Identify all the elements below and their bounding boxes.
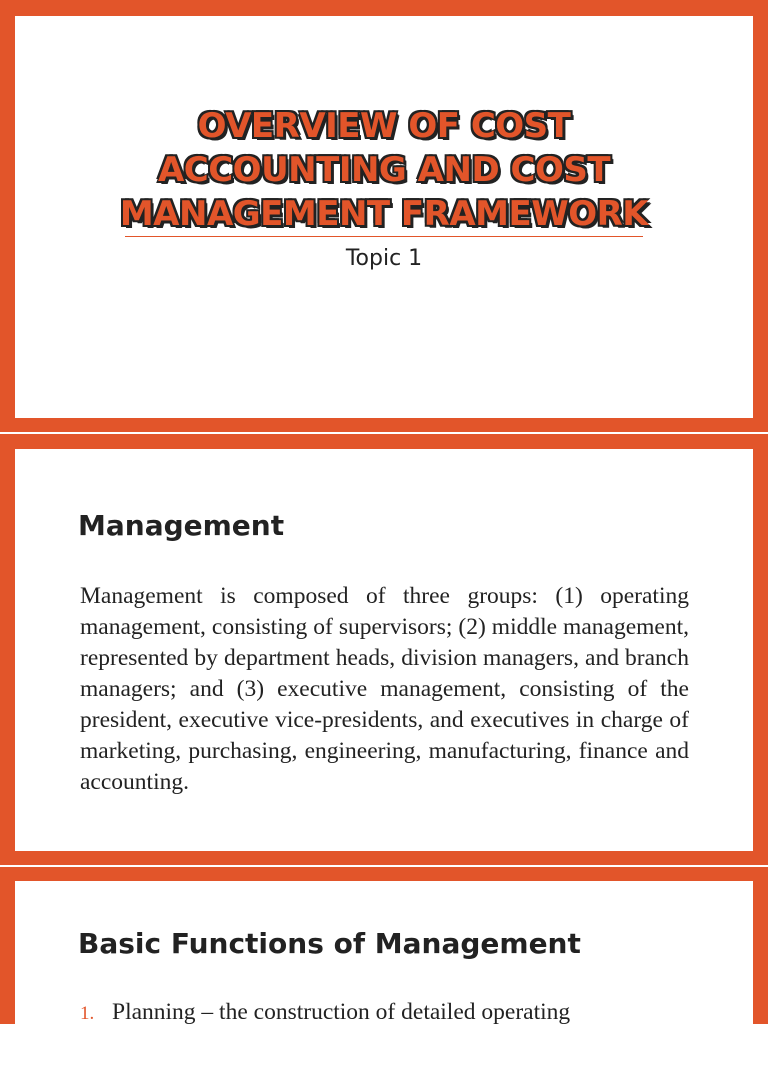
body-paragraph: Management is composed of three groups: (1) operating management, consisting of supervisors; (2) middle management, represented by department heads, division managers, and branch managers; and (3) executive management, consisting of the president, executive vice-presidents, and executives in charge of marketing, purchasing, engineering, manufacturing, finance and accounting. [80, 583, 689, 795]
slide-title-heading [15, 104, 753, 236]
list-text: Planning – the construction of detailed operating [112, 999, 571, 1025]
list-number: 1. [80, 1003, 95, 1024]
section-heading: Basic Functions of Management [78, 927, 581, 960]
title-line-2: ACCOUNTING AND COST [157, 150, 611, 190]
title-line-3: MANAGEMENT FRAMEWORK [119, 194, 649, 234]
slide-subtitle: Topic 1 [345, 246, 423, 271]
slide-management [0, 434, 768, 865]
section-heading: Management [78, 509, 285, 542]
slide-panel [15, 16, 753, 418]
list-item [80, 997, 689, 1029]
slide-panel [15, 881, 753, 1081]
slide-title [0, 0, 768, 432]
title-line-1: OVERVIEW OF COST [197, 106, 571, 146]
slide-panel [15, 449, 753, 851]
slide-basic-functions [0, 867, 768, 1024]
title-underline [125, 236, 643, 237]
